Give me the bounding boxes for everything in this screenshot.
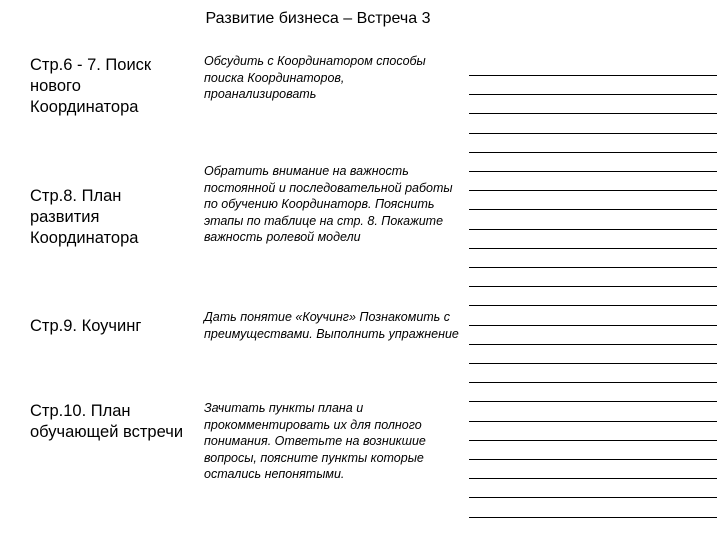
writing-line [469, 382, 717, 383]
writing-line [469, 478, 717, 479]
writing-line [469, 459, 717, 460]
writing-line [469, 421, 717, 422]
section-1-topic: Стр.6 - 7. Поиск нового Координатора [30, 56, 152, 116]
writing-line [469, 344, 717, 345]
writing-line [469, 75, 717, 76]
writing-line [469, 113, 717, 114]
writing-line [469, 440, 717, 441]
writing-line [469, 286, 717, 287]
writing-line [469, 94, 717, 95]
section-2-topic: Стр.8. План развития Координатора [30, 187, 139, 247]
writing-line [469, 401, 717, 402]
section-1-note: Обсудить с Координатором способы поиска Координаторов, проанализировать [204, 54, 426, 102]
writing-line [469, 248, 717, 249]
writing-line [469, 497, 717, 498]
writing-line [469, 229, 717, 230]
section-4-note: Зачитать пункты плана и прокомментировать их для полного понимания. Ответьте на возникшие вопросы, поясните пункты которые остались непонятыми. [204, 401, 426, 482]
section-3-note: Дать понятие «Коучинг» Познакомить с преимуществами. Выполнить упражнение [204, 310, 459, 341]
section-4-topic: Стр.10. План обучающей встречи [30, 402, 184, 441]
section-2-note: Обратить внимание на важность постоянной и последовательной работы по обучению Координаторв. Пояснить этапы по таблице на стр. 8. Покажите важность ролевой модели [204, 164, 453, 245]
section-3-topic: Стр.9. Коучинг [30, 317, 142, 335]
writing-line [469, 152, 717, 153]
page-title: Развитие бизнеса – Встреча 3 [205, 10, 431, 27]
writing-line [469, 171, 717, 172]
writing-line [469, 517, 717, 518]
writing-line [469, 133, 717, 134]
writing-line [469, 305, 717, 306]
writing-line [469, 209, 717, 210]
writing-line [469, 363, 717, 364]
writing-line [469, 190, 717, 191]
writing-line [469, 267, 717, 268]
writing-line [469, 325, 717, 326]
